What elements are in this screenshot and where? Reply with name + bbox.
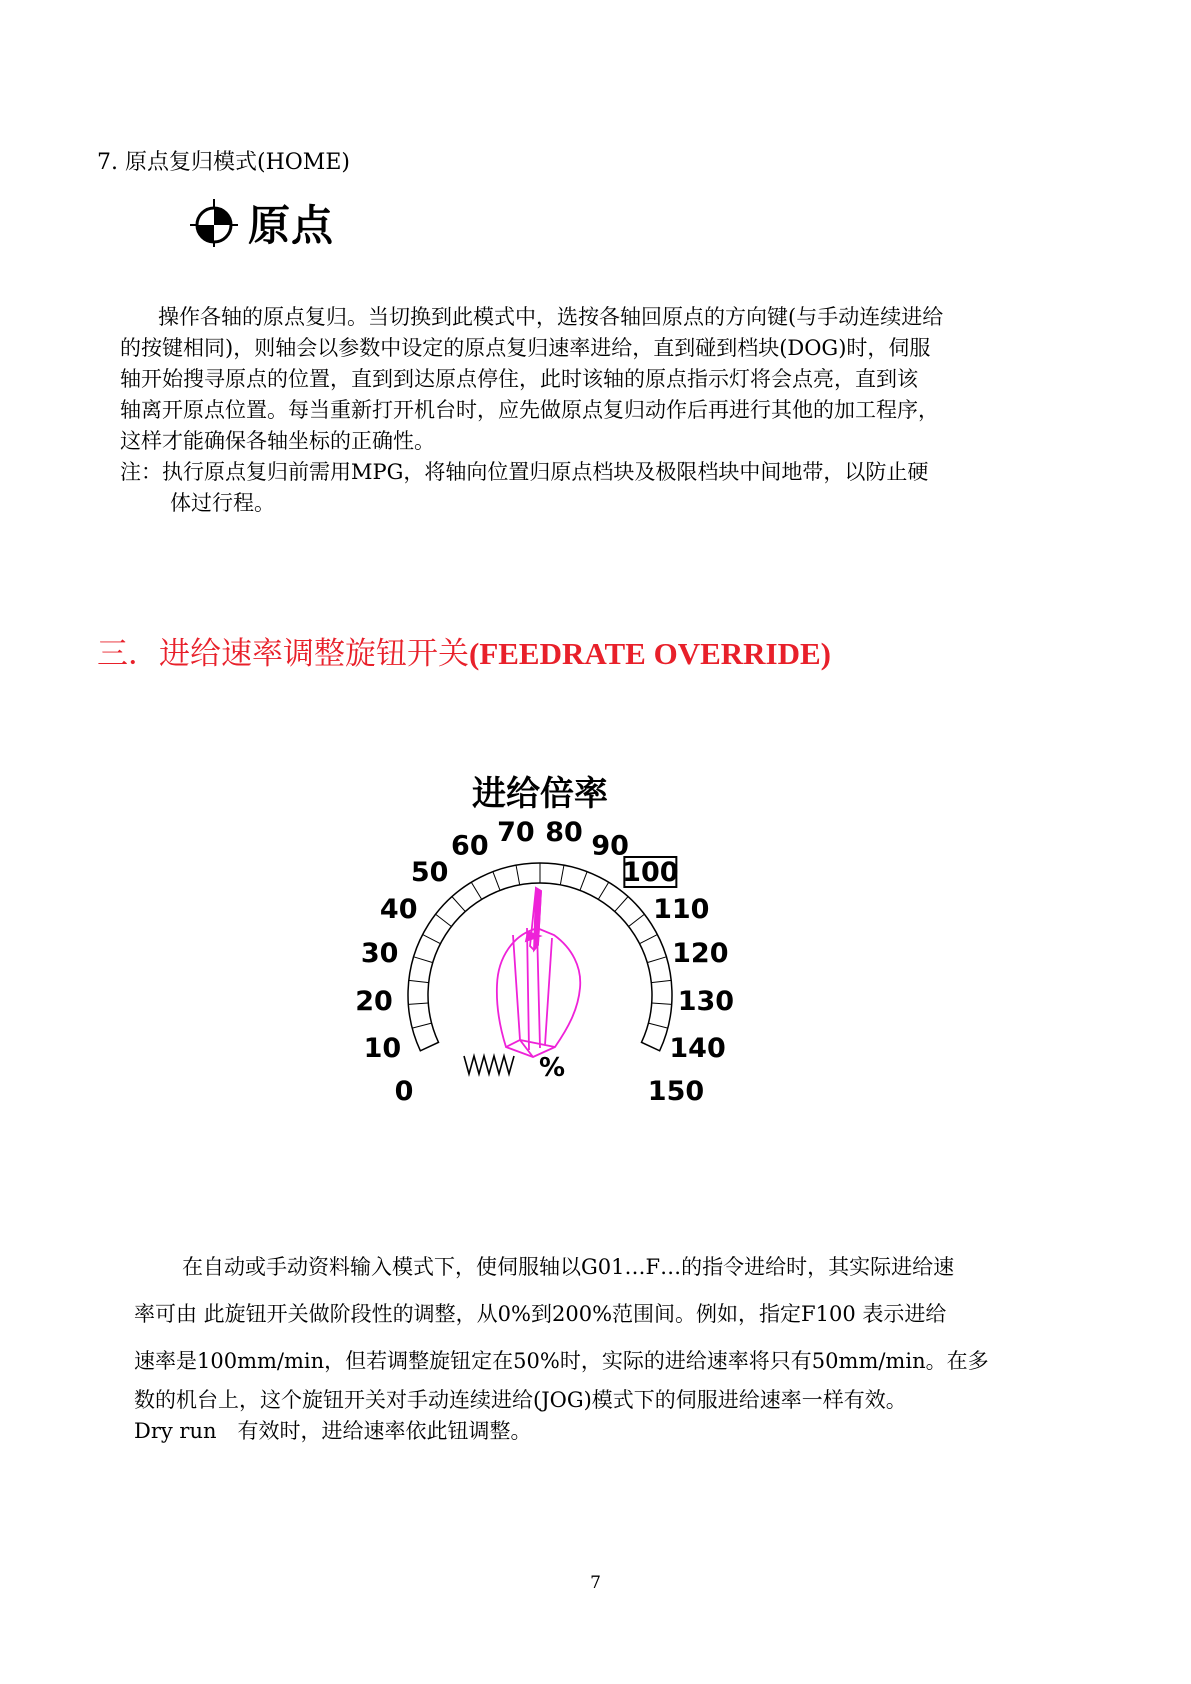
dial-title: 进给倍率 bbox=[472, 774, 608, 814]
dial-tick bbox=[493, 872, 500, 891]
paragraph-feedrate bbox=[134, 1244, 989, 1447]
dial-tick bbox=[408, 1003, 428, 1004]
dial-scale-label: 130 bbox=[677, 985, 735, 1017]
feedrate-dial-figure bbox=[340, 760, 740, 1200]
dial-tick bbox=[629, 914, 645, 926]
text-line: 轴离开原点位置。每当重新打开机台时，应先做原点复归动作后再进行其他的加工程序， bbox=[120, 398, 939, 422]
text-line: 在自动或手动资料输入模式下，使伺服轴以G01…F…的指令进给时，其实际进给速 bbox=[182, 1255, 955, 1279]
dial-tick bbox=[648, 1023, 667, 1028]
dial-tick bbox=[580, 872, 587, 891]
dial-scale-label: 150 bbox=[647, 1076, 705, 1108]
dial-scale-label: 140 bbox=[669, 1033, 726, 1065]
text-line: 率可由 此旋钮开关做阶段性的调整，从0%到200%范围间。例如，指定F100 表示进给 bbox=[134, 1302, 947, 1326]
dial-tick bbox=[412, 1023, 431, 1028]
home-position-icon bbox=[190, 199, 238, 247]
text-line: 轴开始搜寻原点的位置，直到到达原点停住，此时该轴的原点指示灯将会点亮，直到该 bbox=[120, 367, 918, 391]
dial-tick bbox=[598, 882, 608, 899]
dial-scale-label: 120 bbox=[672, 938, 729, 970]
dial-tick bbox=[436, 914, 452, 926]
dial-scale-label: 90 bbox=[591, 830, 629, 862]
heading-prefix: 三．进给速率调整旋钮开关 bbox=[97, 636, 469, 672]
dial-tick bbox=[652, 1003, 672, 1004]
text-line: 速率是100mm/min，但若调整旋钮定在50%时，实际的进给速率将只有50mm/min。在多 bbox=[134, 1349, 989, 1373]
text-line: 数的机台上，这个旋钮开关对手动连续进给(JOG)模式下的伺服进给速率一样有效。 bbox=[134, 1388, 907, 1412]
note-line: 体过行程。 bbox=[170, 491, 275, 515]
dial-scale-label: 40 bbox=[379, 893, 418, 925]
home-badge bbox=[190, 193, 334, 253]
section-title: 7. 原点复归模式(HOME) bbox=[97, 150, 350, 175]
dial-tick bbox=[516, 865, 520, 885]
text-line: Dry run 有效时，进给速率依此钮调整。 bbox=[134, 1419, 532, 1443]
dial-tick bbox=[409, 980, 429, 982]
dial-scale-label: 0 bbox=[394, 1076, 414, 1108]
dial-scale-label: 80 bbox=[545, 816, 583, 848]
text-line: 的按键相同)，则轴会以参数中设定的原点复归速率进给，直到碰到档块(DOG)时，伺服 bbox=[120, 336, 931, 360]
dial-scale-label: 50 bbox=[410, 856, 449, 888]
dial-tick bbox=[640, 935, 658, 944]
dial-scale-label: 60 bbox=[451, 830, 489, 862]
knob-icon bbox=[497, 888, 580, 1057]
note bbox=[120, 457, 928, 519]
unit-percent: % bbox=[538, 1053, 566, 1083]
feedrate-override-heading bbox=[97, 628, 831, 673]
dial-tick bbox=[651, 980, 671, 982]
dial-scale-label: 10 bbox=[363, 1033, 402, 1065]
paragraph-home-mode bbox=[120, 302, 943, 457]
text-line: 操作各轴的原点复归。当切换到此模式中，选按各轴回原点的方向键(与手动连续进给 bbox=[158, 305, 944, 329]
dial-scale-label: 110 bbox=[653, 893, 710, 925]
dial-tick bbox=[414, 957, 433, 963]
note-line: 注：执行原点复归前需用MPG，将轴向位置归原点档块及极限档块中间地带，以防止硬 bbox=[120, 460, 929, 484]
dial-tick bbox=[615, 897, 628, 912]
dial-scale-label: 70 bbox=[497, 816, 535, 848]
dial-scale-label: 100 bbox=[622, 856, 679, 888]
page-number: 7 bbox=[590, 1573, 601, 1593]
dial-tick bbox=[423, 935, 441, 944]
dial-tick bbox=[647, 957, 666, 963]
zigzag-icon bbox=[464, 1056, 514, 1074]
text-line: 这样才能确保各轴坐标的正确性。 bbox=[120, 429, 435, 453]
heading-english: (FEEDRATE OVERRIDE) bbox=[469, 636, 831, 671]
dial-tick bbox=[452, 897, 465, 912]
dial-tick bbox=[471, 882, 481, 899]
dial-scale-label: 30 bbox=[360, 938, 399, 970]
home-badge-label: 原点 bbox=[248, 201, 335, 250]
dial-scale-label: 20 bbox=[355, 985, 393, 1017]
dial-tick bbox=[560, 865, 564, 885]
